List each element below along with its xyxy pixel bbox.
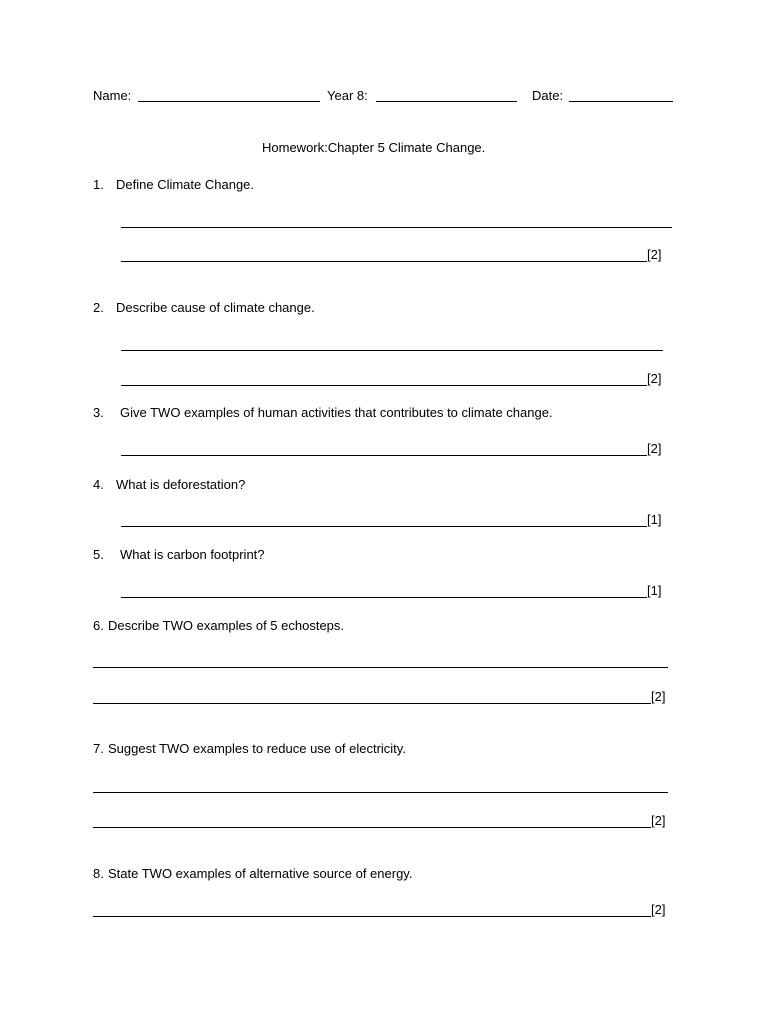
answer-line-5[interactable] <box>121 597 647 598</box>
question-7-number: 7. <box>93 741 104 756</box>
question-6-number: 6. <box>93 618 104 633</box>
question-7-text: Suggest TWO examples to reduce use of electricity. <box>108 741 406 756</box>
question-5-marks: [1] <box>647 583 662 598</box>
question-1-marks: [2] <box>647 247 662 262</box>
year-field[interactable] <box>376 101 517 102</box>
answer-line-1b[interactable] <box>121 261 647 262</box>
answer-line-7b[interactable] <box>93 827 651 828</box>
question-6-text: Describe TWO examples of 5 echosteps. <box>108 618 345 633</box>
name-label: Name: <box>93 88 132 103</box>
question-1-text: Define Climate Change. <box>116 177 255 192</box>
question-4-marks: [1] <box>647 512 662 527</box>
question-5-text: What is carbon footprint? <box>120 547 265 562</box>
question-8-number: 8. <box>93 866 104 881</box>
answer-line-6b[interactable] <box>93 703 651 704</box>
question-4-text: What is deforestation? <box>116 477 246 492</box>
question-1-number: 1. <box>93 177 104 192</box>
date-label: Date: <box>532 88 564 103</box>
answer-line-8[interactable] <box>93 916 651 917</box>
question-7-marks: [2] <box>651 813 666 828</box>
answer-line-3[interactable] <box>121 455 647 456</box>
question-8-text: State TWO examples of alternative source of energy. <box>108 866 413 881</box>
question-8-marks: [2] <box>651 902 666 917</box>
question-2-marks: [2] <box>647 371 662 386</box>
answer-line-6a[interactable] <box>93 667 668 668</box>
question-3-text: Give TWO examples of human activities that contributes to climate change. <box>120 405 553 420</box>
answer-line-1a[interactable] <box>121 227 672 228</box>
answer-line-7a[interactable] <box>93 792 668 793</box>
year-label: Year 8: <box>327 88 368 103</box>
question-3-number: 3. <box>93 405 104 420</box>
question-6-marks: [2] <box>651 689 666 704</box>
answer-line-4[interactable] <box>121 526 647 527</box>
date-field[interactable] <box>569 101 673 102</box>
worksheet-title: Homework:Chapter 5 Climate Change. <box>262 140 486 155</box>
answer-line-2b[interactable] <box>121 385 647 386</box>
answer-line-2a[interactable] <box>121 350 663 351</box>
question-2-number: 2. <box>93 300 104 315</box>
question-5-number: 5. <box>93 547 104 562</box>
question-2-text: Describe cause of climate change. <box>116 300 315 315</box>
name-field[interactable] <box>138 101 320 102</box>
question-4-number: 4. <box>93 477 104 492</box>
question-3-marks: [2] <box>647 441 662 456</box>
